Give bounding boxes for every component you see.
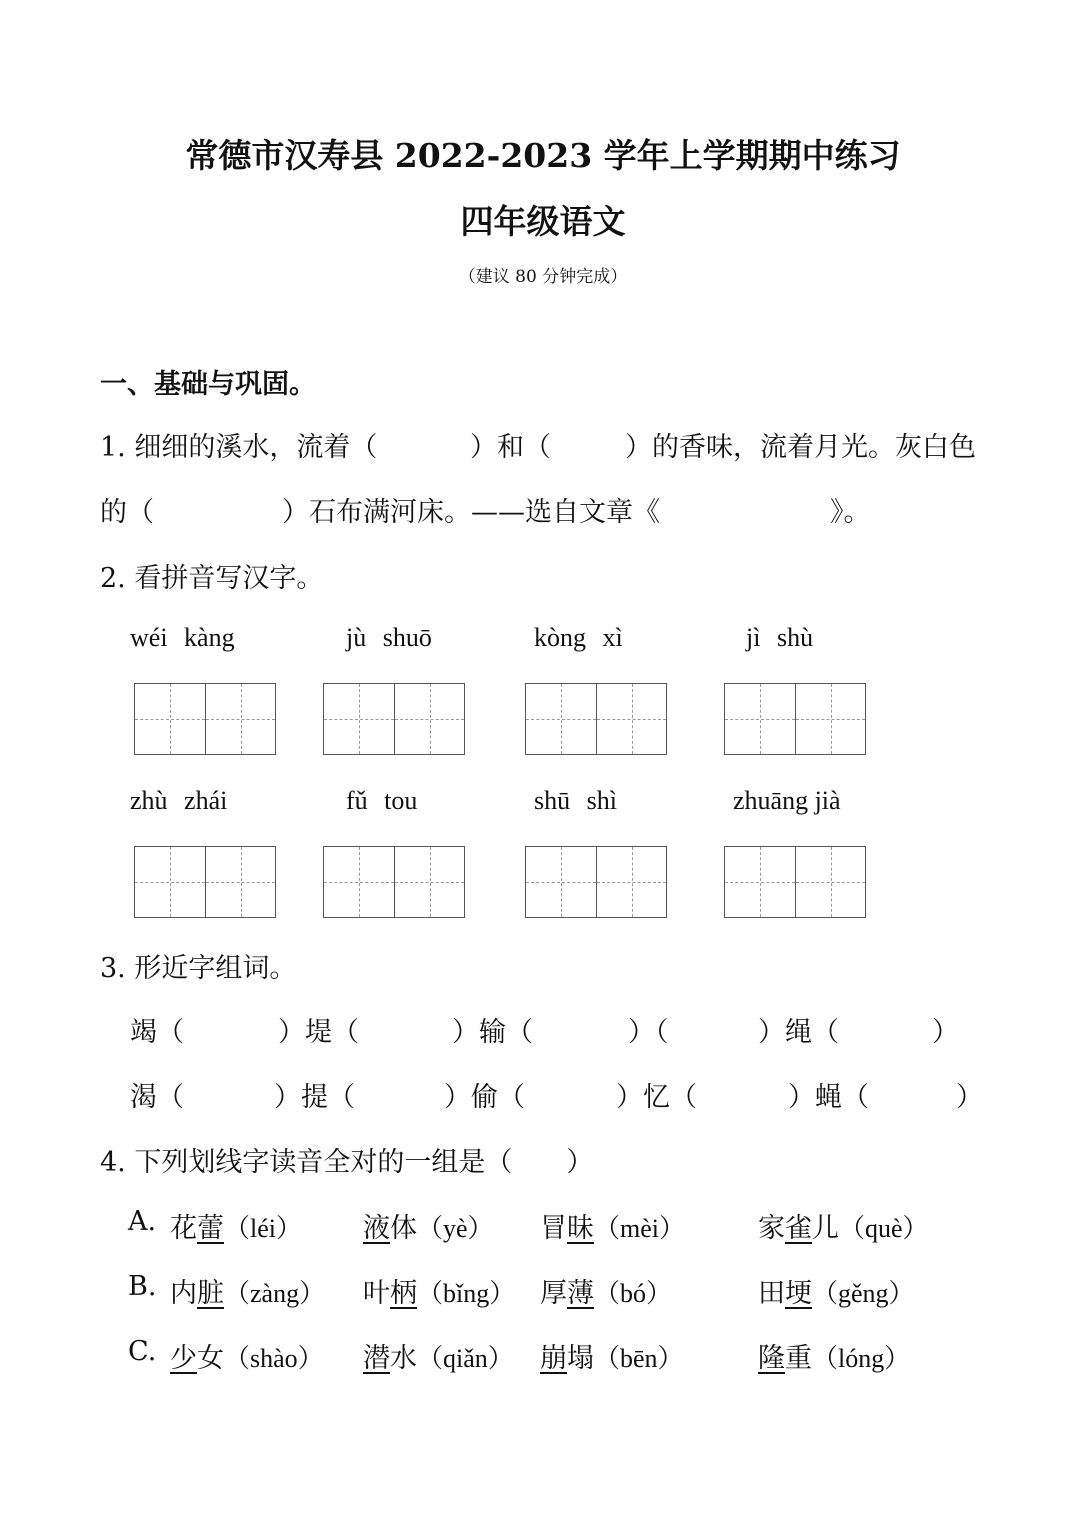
pinyin-label: zhuāng jià xyxy=(733,786,841,815)
option-word: 液体（yè） xyxy=(363,1213,494,1244)
option-word: 家雀儿（què） xyxy=(758,1213,929,1244)
writing-grid[interactable] xyxy=(525,683,667,755)
pinyin-label: jù shuō xyxy=(346,623,432,652)
option-word: 少女（shào） xyxy=(170,1343,324,1374)
option-word: 内脏（zàng） xyxy=(170,1278,326,1309)
pinyin-label: fǔ tou xyxy=(346,786,418,815)
option-word: 花蕾（léi） xyxy=(170,1213,302,1244)
writing-grid[interactable] xyxy=(724,846,866,918)
pinyin-label: wéi kàng xyxy=(130,623,235,652)
q3-word: ）蝇（ xyxy=(788,1082,869,1113)
q3-word: ）绳（ xyxy=(758,1017,839,1048)
pinyin-label: jì shù xyxy=(746,623,814,652)
writing-grid[interactable] xyxy=(323,683,465,755)
page-subtitle: 四年级语文 xyxy=(460,202,626,241)
writing-grid[interactable] xyxy=(525,846,667,918)
writing-grid[interactable] xyxy=(134,683,276,755)
q3-word: ）偷（ xyxy=(444,1082,525,1113)
option-letter: B. xyxy=(128,1271,157,1302)
q1-part6: 》。 xyxy=(830,497,871,528)
q4-label: 4. 下列划线字读音全对的一组是（ ） xyxy=(100,1147,594,1178)
option-word: 叶柄（bǐng） xyxy=(363,1278,516,1309)
q1-part1: 1. 细细的溪水，流着（ xyxy=(100,432,378,463)
q3-word: ）提（ xyxy=(274,1082,355,1113)
option-word: 潜水（qiǎn） xyxy=(363,1343,514,1374)
option-word: 田埂（gěng） xyxy=(758,1278,915,1309)
page-title: 常德市汉寿县 2022-2023 学年上学期期中练习 xyxy=(185,136,901,175)
q3-word: 渴（ xyxy=(130,1082,184,1113)
writing-grid[interactable] xyxy=(134,846,276,918)
pinyin-label: zhù zhái xyxy=(130,786,228,815)
q1-part5: ）石布满河床。——选自文章《 xyxy=(282,497,660,528)
q3-word: ） xyxy=(932,1017,959,1048)
q3-word: ） xyxy=(956,1082,983,1113)
q1-part3: ）的香味，流着月光。灰白色 xyxy=(625,432,976,463)
pinyin-label: shū shì xyxy=(534,786,617,815)
q3-word: ）（ xyxy=(628,1017,669,1048)
q3-word: 竭（ xyxy=(130,1017,184,1048)
option-word: 崩塌（bēn） xyxy=(540,1343,684,1374)
q1-part2: ）和（ xyxy=(470,432,551,463)
section-heading: 一、基础与巩固。 xyxy=(100,369,316,400)
q2-label: 2. 看拼音写汉字。 xyxy=(100,563,324,594)
option-letter: A. xyxy=(128,1206,157,1237)
time-note: （建议 80 分钟完成） xyxy=(458,267,628,287)
pinyin-label: kòng xì xyxy=(534,623,623,652)
option-letter: C. xyxy=(128,1336,157,1367)
writing-grid[interactable] xyxy=(323,846,465,918)
q3-word: ）忆（ xyxy=(616,1082,697,1113)
option-word: 冒昧（mèi） xyxy=(540,1213,685,1244)
q3-word: ）堤（ xyxy=(278,1017,359,1048)
writing-grid[interactable] xyxy=(724,683,866,755)
q3-label: 3. 形近字组词。 xyxy=(100,953,297,984)
option-word: 厚薄（bó） xyxy=(540,1278,673,1309)
q3-word: ）输（ xyxy=(452,1017,533,1048)
option-word: 隆重（lóng） xyxy=(758,1343,911,1374)
q1-part4: 的（ xyxy=(100,497,154,528)
